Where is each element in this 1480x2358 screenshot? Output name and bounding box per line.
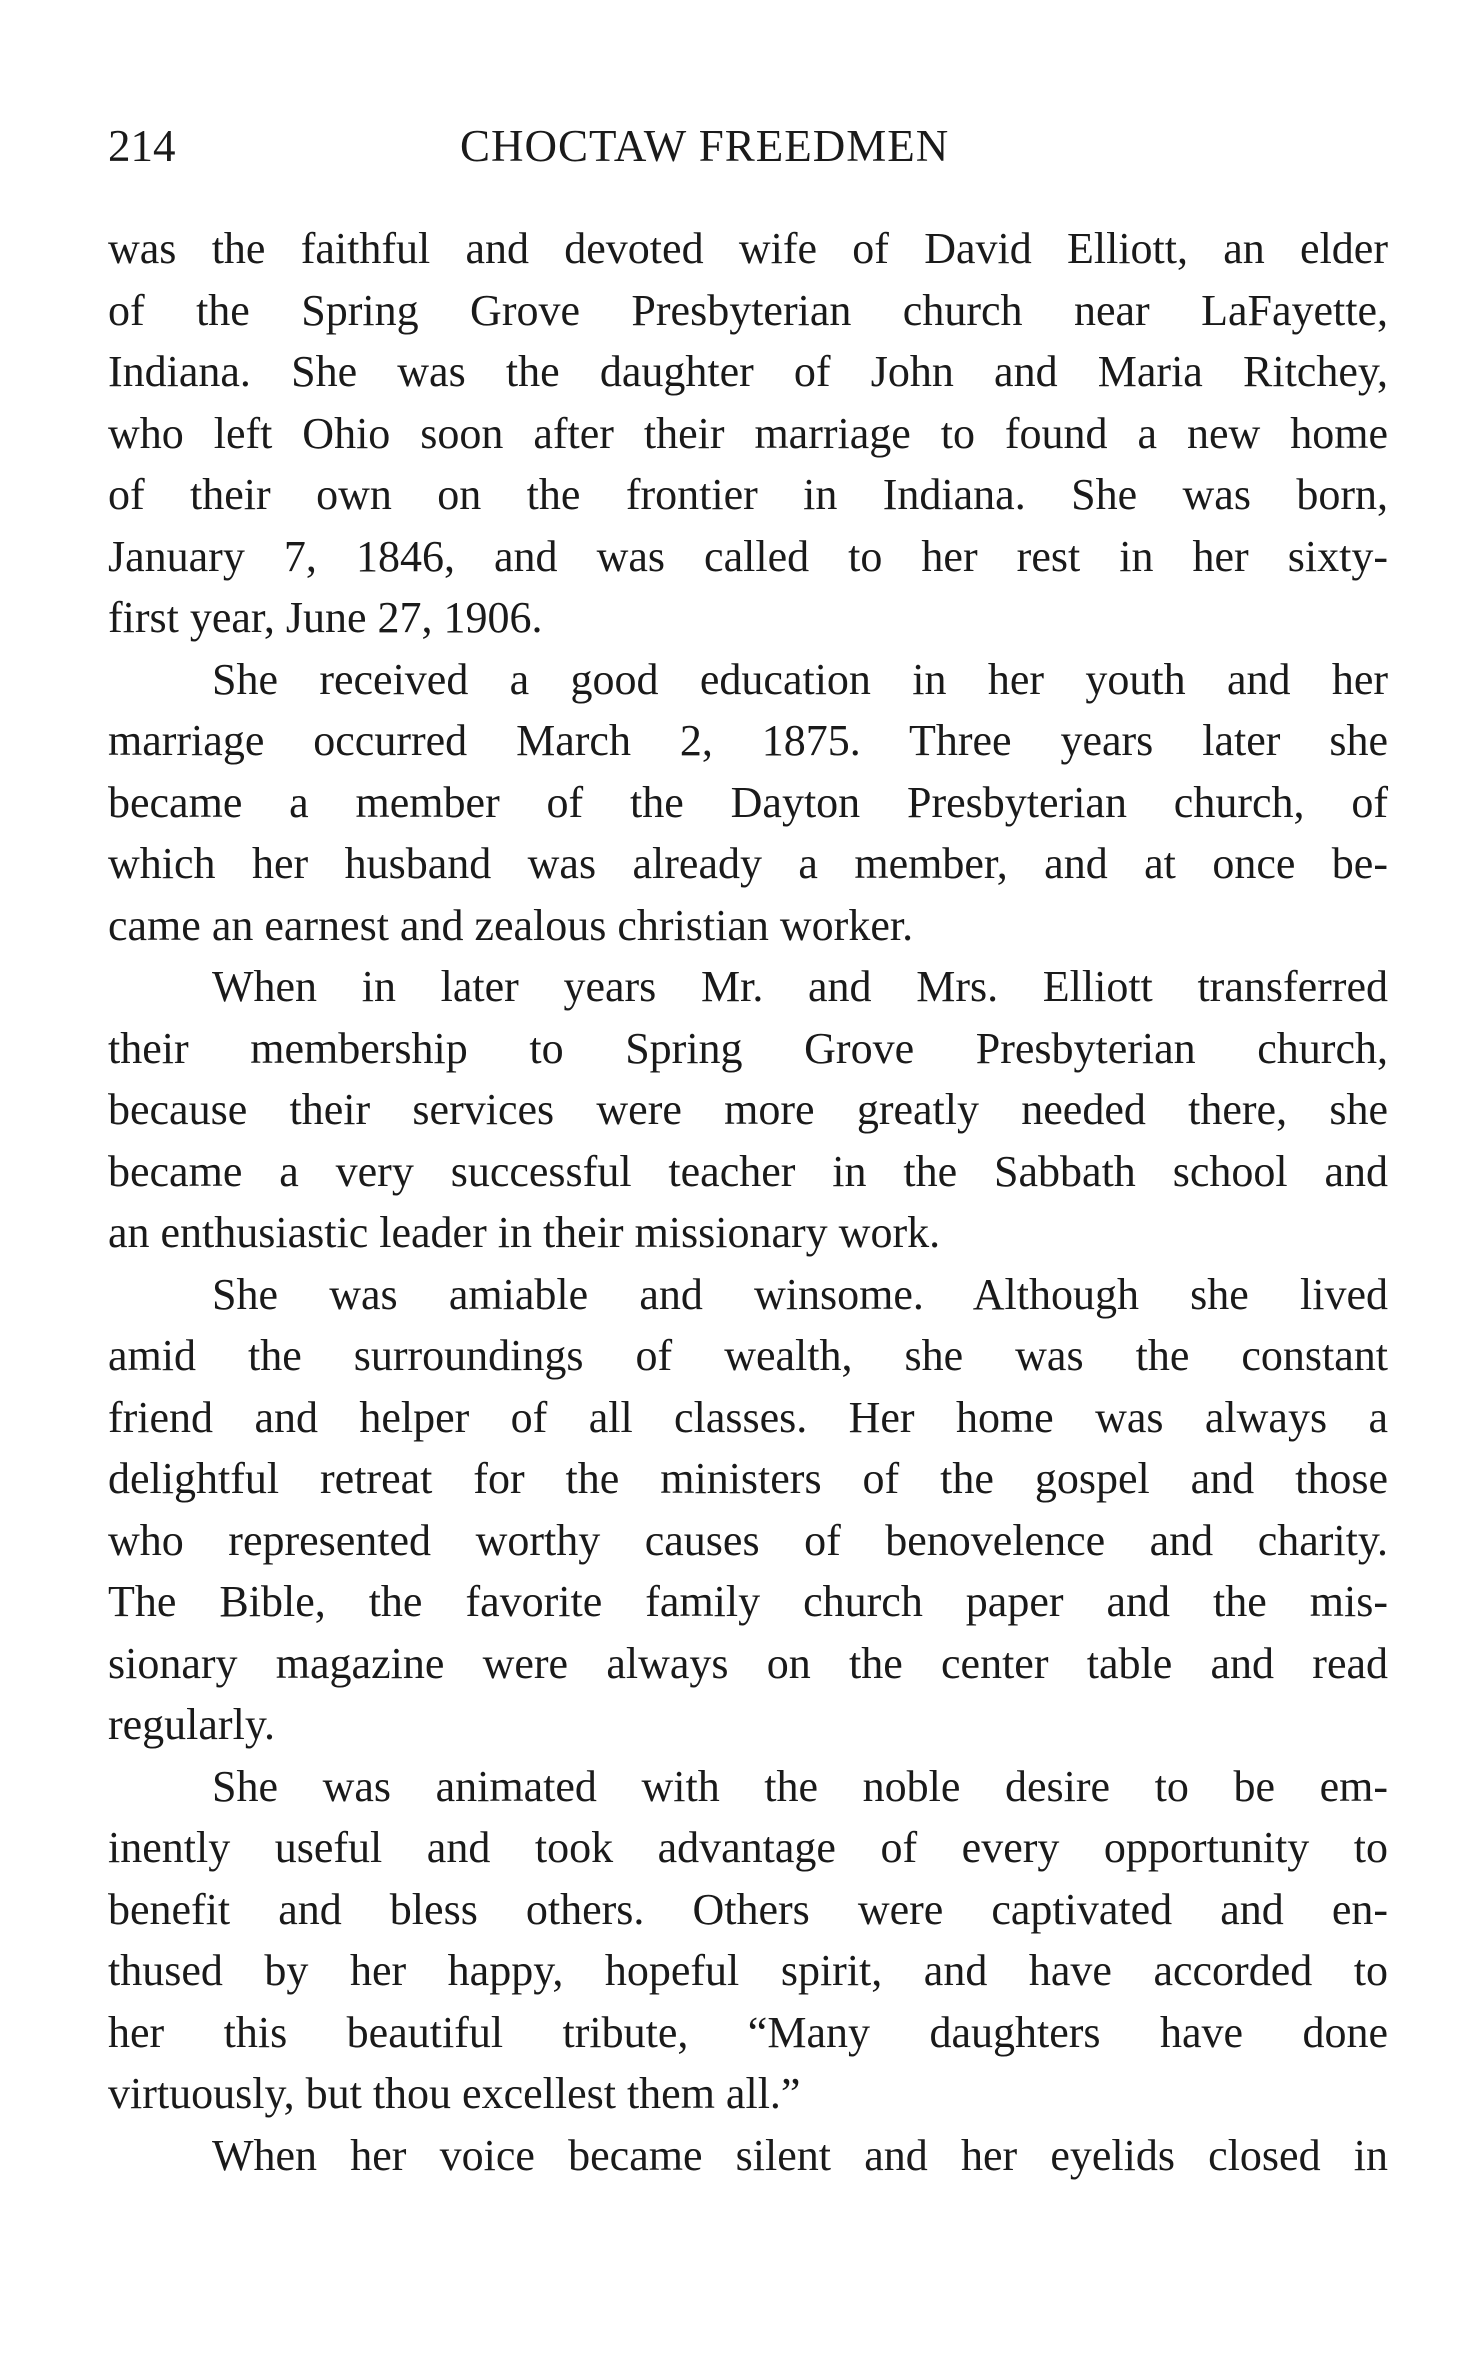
text-line: which her husband was already a member, and at once be- — [108, 839, 1388, 888]
text-line: sionary magazine were always on the center table and read — [108, 1638, 1388, 1688]
text-line: became a member of the Dayton Presbyterian church, of — [108, 777, 1388, 827]
text-line: Indiana. She was the daughter of John and Maria Ritchey, — [108, 347, 1388, 396]
body-text — [108, 218, 1388, 2186]
text-line: thused by her happy, hopeful spirit, and have accorded to — [108, 1946, 1388, 1995]
text-line: She received a good education in her youth and her — [212, 654, 1388, 704]
text-line: When in later years Mr. and Mrs. Elliott transferred — [212, 962, 1388, 1011]
text-line: an enthusiastic leader in their missionary work. — [108, 1208, 941, 1257]
text-line: marriage occurred March 2, 1875. Three years later she — [108, 716, 1388, 765]
text-line: their membership to Spring Grove Presbyterian church, — [108, 1023, 1388, 1073]
text-line: became a very successful teacher in the Sabbath school and — [108, 1146, 1388, 1196]
text-line: regularly. — [108, 1700, 275, 1749]
text-line: She was amiable and winsome. Although she lived — [212, 1269, 1388, 1319]
text-line: her this beautiful tribute, “Many daughters have done — [108, 2007, 1388, 2057]
text-line: virtuously, but thou excellest them all.” — [108, 2069, 801, 2118]
page-header — [108, 116, 1388, 176]
text-line: January 7, 1846, and was called to her rest in her sixty- — [108, 531, 1388, 581]
text-line: of their own on the frontier in Indiana. She was born, — [108, 470, 1388, 519]
text-line: was the faithful and devoted wife of David Elliott, an elder — [108, 224, 1388, 273]
text-line: benefit and bless others. Others were captivated and en- — [108, 1884, 1388, 1934]
text-line: inently useful and took advantage of every opportunity to — [108, 1823, 1388, 1872]
text-line: When her voice became silent and her eyelids closed in — [212, 2130, 1388, 2180]
text-line: who represented worthy causes of benovelence and charity. — [108, 1515, 1388, 1565]
page-number: 214 — [108, 121, 176, 171]
text-line: amid the surroundings of wealth, she was the constant — [108, 1331, 1388, 1380]
text-line: came an earnest and zealous christian worker. — [108, 900, 914, 950]
text-line: first year, June 27, 1906. — [108, 593, 543, 642]
text-line: because their services were more greatly needed there, she — [108, 1085, 1388, 1134]
text-line: The Bible, the favorite family church paper and the mis- — [108, 1577, 1388, 1626]
text-line: delightful retreat for the ministers of the gospel and those — [108, 1454, 1388, 1503]
text-line: friend and helper of all classes. Her home was always a — [108, 1392, 1388, 1442]
text-line: She was animated with the noble desire to be em- — [212, 1761, 1388, 1811]
text-line: of the Spring Grove Presbyterian church near LaFayette, — [108, 285, 1388, 335]
text-line: who left Ohio soon after their marriage to found a new home — [108, 408, 1388, 458]
running-title: CHOCTAW FREEDMEN — [460, 121, 950, 171]
